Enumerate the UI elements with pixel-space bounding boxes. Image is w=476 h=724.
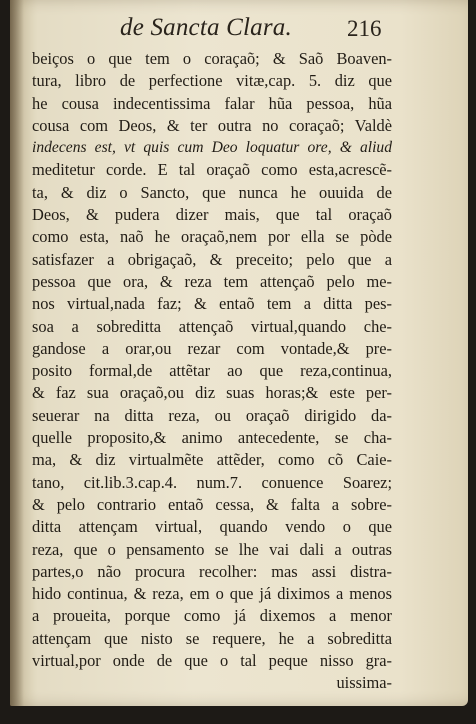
text-line: ditta attençam virtual, quando vendo o que: [32, 517, 392, 537]
text-line: soa a sobreditta attençaõ virtual,quando che-: [32, 316, 392, 336]
text-line: ma, & diz virtualmẽte attẽder, como cõ Caie-: [32, 450, 392, 470]
text-line: & faz sua oraçaõ,ou diz suas horas;& este per-: [32, 383, 392, 403]
page-number: 216: [347, 16, 382, 41]
text-line: nos virtual,nada faz; & entaõ tem a ditta pes-: [32, 294, 392, 314]
binding-gutter-shadow: [10, 0, 24, 706]
text-line: partes,o não procura recolher: mas assi distra-: [32, 561, 392, 581]
text-line: hido continua, & reza, em o que já diximos a menos: [32, 584, 392, 604]
text-line: attençam que nisto se requere, he a sobreditta: [32, 628, 392, 648]
text-line: como esta, naõ he oraçaõ,nem por ella se pòde: [32, 227, 392, 247]
text-line: satisfazer a obrigaçaõ, & preceito; pelo que a: [32, 249, 392, 269]
text-line: posito formal,de attẽtar ao que reza,continua,: [32, 361, 392, 381]
text-line: tano, cit.lib.3.cap.4. num.7. conuence Soarez;: [32, 472, 392, 492]
text-line: reza, que o pensamento se lhe vai dali a outras: [32, 539, 392, 559]
text-line: & pelo contrario entaõ cessa, & falta a sobre-: [32, 494, 392, 514]
text-line: meditetur corde. E tal oraçaõ como esta,acrescẽ-: [32, 160, 392, 180]
text-line: cousa com Deos, & ter outra no coraçaõ; Valdè: [32, 115, 392, 135]
body-text: [32, 48, 392, 695]
text-line: tura, libro de perfectione vitæ,cap. 5. diz que: [32, 71, 392, 91]
latin-quote-line: indecens est, vt quis cum Deo loquatur ore, & aliud: [32, 139, 392, 157]
book-page: [10, 0, 468, 706]
text-line: seuerar na ditta reza, ou oraçaõ dirigido da-: [32, 405, 392, 425]
text-line: ta, & diz o Sancto, que nunca he ouuida de: [32, 182, 392, 202]
text-line: gandose a orar,ou rezar com vontade,& pre-: [32, 338, 392, 358]
text-line: virtual,por onde de que o tal peque nisso gra-: [32, 651, 392, 671]
text-line: beiços o que tem o coraçaõ; & Saõ Boaven-: [32, 49, 392, 68]
catchword-line: uissima-: [336, 673, 392, 693]
running-title: de Sancta Clara.: [120, 14, 292, 41]
text-line: a proueita, porque como já dixemos a menor: [32, 606, 392, 626]
text-line: Deos, & pudera dizer mais, que tal oraçaõ: [32, 205, 392, 225]
text-line: pessoa que ora, & reza tem attençaõ pelo me-: [32, 271, 392, 291]
text-line: quelle proposito,& animo antecedente, se cha-: [32, 428, 392, 448]
running-head: [10, 14, 468, 48]
text-line: he cousa indecentissima falar hũa pessoa, hũa: [32, 93, 392, 113]
